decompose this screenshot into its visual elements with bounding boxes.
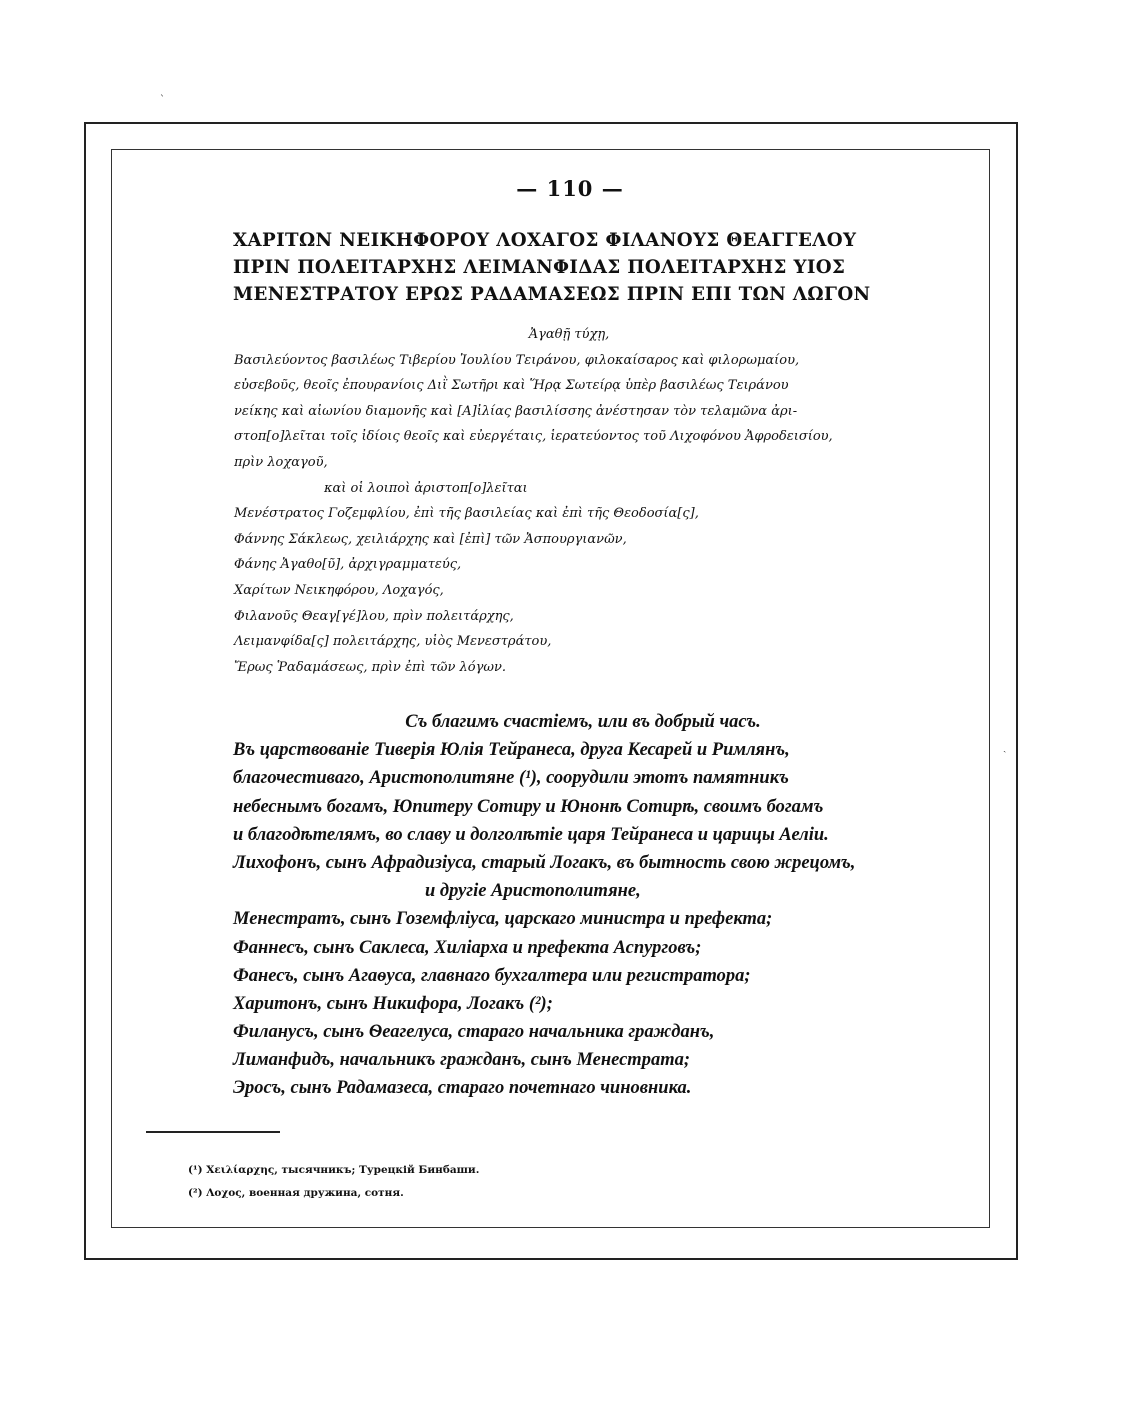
greek-name-line: Χαρίτων Νεικηφόρου, Λοχαγός, <box>234 582 444 598</box>
russian-name-line: Филанусъ, сынъ Ѳеагелуса, стараго начальника гражданъ, <box>233 1022 715 1043</box>
footnotes <box>188 1159 688 1205</box>
russian-line: Въ царствованіе Тиверія Юлія Тейранеса, друга Кесарей и Римлянъ, <box>233 740 790 761</box>
page-number: — 110 — <box>516 176 624 201</box>
greek-name-line: Λειμανφίδα[ς] πολειτάρχης, υἱὸς Μενεστράτου, <box>234 634 552 650</box>
scan-speck: ˋ <box>160 95 165 106</box>
footnote-separator <box>146 1131 280 1133</box>
greek-subheading: καὶ οἱ λοιποὶ ἀριστοπ[ο]λεῖται <box>324 480 528 496</box>
russian-title: Съ благимъ счастіемъ, или въ добрый часъ. <box>405 712 761 732</box>
greek-invocation: Ἀγαθῇ τύχῃ, <box>528 327 610 342</box>
greek-transcription <box>234 322 874 680</box>
greek-line: στοπ[ο]λεῖται τοῖς ἰδίοις θεοῖς καὶ εὐεργέταις, ἱερατεύοντος τοῦ Λιχοφόνου Ἀφροδεισίου, <box>234 429 833 445</box>
inscription-line: ΠΡΙΝ ΠΟΛΕΙΤΑΡΧΗΣ ΛΕΙΜΑΝΦΙΔΑΣ ΠΟΛΕΙΤΑΡΧΗΣ ΥΙΟΣ <box>233 257 846 278</box>
greek-line: πρὶν λοχαγοῦ, <box>234 454 328 470</box>
russian-name-line: Эросъ, сынъ Радамазеса, стараго почетнаго чиновника. <box>233 1078 692 1099</box>
greek-name-line: Φάνης Ἀγαθο[ῦ], ἀρχιγραμματεύς, <box>234 557 462 573</box>
inscription-line: ΧΑΡΙΤΩΝ ΝΕΙΚΗΦΟΡΟΥ ΛΟΧΑΓΟΣ ΦΙΛΑΝΟΥΣ ΘΕΑΓΓΕΛΟΥ <box>233 230 857 251</box>
russian-line: благочестиваго, Аристополитяне (¹), соорудили этотъ памятникъ <box>233 768 789 789</box>
inscription-line: ΜΕΝΕΣΤΡΑΤΟΥ ΕΡΩΣ ΡΑΔΑΜΑΣΕΩΣ ΠΡΙΝ ΕΠΙ ΤΩΝ ΛΩΓΟΝ <box>233 284 871 305</box>
footnote: (¹) Χειλίαρχης, тысячникъ; Турецкій Бинбаши. <box>188 1164 480 1176</box>
greek-name-line: Μενέστρατος Γοζεμφλίου, ἐπὶ τῆς βασιλείας καὶ ἐπὶ τῆς Θεοδοσία[ς], <box>234 506 699 522</box>
russian-line: Лихофонъ, сынъ Афрадизіуса, старый Логакъ, въ бытность свою жрецомъ, <box>233 852 856 873</box>
scan-speck: ˏ <box>1003 742 1007 753</box>
russian-name-line: Менестратъ, сынъ Гоземфліуса, царскаго министра и префекта; <box>233 909 773 930</box>
greek-line: νείκης καὶ αἰωνίου διαμονῆς καὶ [Α]ἰλίας βασιλίσσης ἀνέστησαν τὸν τελαμῶνα ἀρι- <box>234 403 798 419</box>
footnote: (²) Λοχος, военная дружина, сотня. <box>188 1187 404 1199</box>
greek-line: εὐσεβοῦς, θεοῖς ἐπουρανίοις Διῒ Σωτῆρι καὶ Ἥρᾳ Σωτείρᾳ ὑπὲρ βασιλέως Τειράνου <box>234 378 789 394</box>
russian-name-line: Фанесъ, сынъ Агаѳуса, главнаго бухгалтера или регистратора; <box>233 965 751 986</box>
russian-line: и благодѣтелямъ, во славу и долголѣтіе царя Тейранеса и царицы Аеліи. <box>233 824 829 845</box>
russian-subheading: и другіе Аристополитяне, <box>425 881 641 902</box>
russian-line: небеснымъ богамъ, Юпитеру Сотиру и Юнонѣ Сотирѣ, своимъ богамъ <box>233 796 824 817</box>
greek-name-line: Φιλανοῦς Θεαγ[γέ]λου, πρὶν πολειτάρχης, <box>234 608 514 624</box>
greek-line: Βασιλεύοντος βασιλέως Τιβερίου Ἰουλίου Τειράνου, φιλοκαίσαρος καὶ φιλορωμαίου, <box>234 352 800 368</box>
greek-name-line: Ἔρως Ῥαδαμάσεως, πρὶν ἐπὶ τῶν λόγων. <box>234 659 507 675</box>
greek-capital-inscription <box>233 227 871 308</box>
russian-translation <box>233 708 893 1103</box>
russian-name-line: Харитонъ, сынъ Никифора, Логакъ (²); <box>233 993 553 1014</box>
russian-name-line: Фаннесъ, сынъ Саклеса, Хиліарха и префекта Аспурговъ; <box>233 937 702 958</box>
greek-name-line: Φάννης Σάκλεως, χειλιάρχης καὶ [ἐπὶ] τῶν Ἀσπουργιανῶν, <box>234 531 627 547</box>
russian-name-line: Лиманфидъ, начальникъ гражданъ, сынъ Менестрата; <box>233 1050 690 1071</box>
